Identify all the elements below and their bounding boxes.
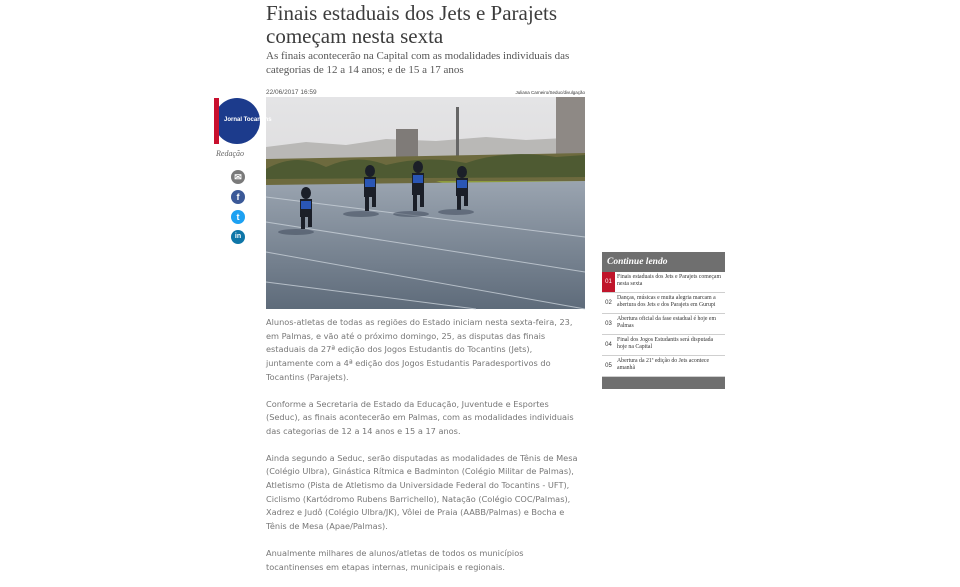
email-icon: ✉ [234,172,242,182]
facebook-icon: f [236,192,240,202]
author-logo[interactable] [214,98,272,144]
running-track-image [266,97,585,309]
article-paragraph: Alunos-atletas de todas as regiões do Estado iniciam nesta sexta-feira, 23, em Palmas, e vão até o próximo domingo, 25, as disputas das finais estaduais da 27ª edição dos Jogos Estudantis do Tocantins (Jets), juntamente com a 4ª edição dos Jogos Estudantis Paradesportivos do Tocantins (Parajets). [266,317,573,382]
facebook-share-button[interactable] [231,190,245,204]
author-name: Redação [216,149,244,158]
continue-reading-heading: Continue lendo [602,252,725,272]
linkedin-icon: in [234,233,242,240]
twitter-share-button[interactable] [231,210,245,224]
photo-credit: Juliana Carneiro/Seduc/divulgação [515,90,585,95]
continue-reading-item[interactable] [602,272,725,293]
article-body [266,316,578,587]
item-title[interactable]: Danças, músicas e muita alegria marcam a abertura dos Jets e dos Parajets em Gurupi [617,295,716,308]
item-number: 05 [605,363,612,369]
item-number: 03 [605,321,612,327]
article-paragraph: Anualmente milhares de alunos/atletas de todos os municípios tocantinenses em etapas internas, municipais e regionais. [266,547,524,572]
logo-stripe [214,98,219,144]
article-title: Finais estaduais dos Jets e Parajets começam nesta sexta [266,1,558,48]
item-title[interactable]: Final dos Jogos Estudantis será disputada hoje na Capital [617,337,714,350]
item-number: 04 [605,342,612,348]
item-title[interactable]: Finais estaduais dos Jets e Parajets começam nesta sexta [617,274,721,287]
continue-reading-footer [602,377,725,389]
item-number: 02 [605,300,612,306]
item-number: 01 [602,272,615,292]
continue-reading-item[interactable] [602,314,725,335]
article-paragraph: Ainda segundo a Seduc, serão disputadas as modalidades de Tênis de Mesa (Colégio Ulbra), Ginástica Rítmica e Badminton (Colégio Militar de Palmas), Atletismo (Pista de Atletismo da Universidade Federal do Tocantins - UFT), Ciclismo (Kartódromo Rubens Barrichello), Natação (Colégio COC/Palmas), Xadrez e Judô (Colégio Ulbra/JK), Vôlei de Praia (AABB/Palmas) e Bocha e Tênis de Mesa (Apae/Palmas). [266,452,578,532]
twitter-icon: t [236,212,240,222]
email-share-button[interactable] [231,170,245,184]
item-title[interactable]: Abertura oficial da fase estadual é hoje em Palmas [617,316,716,329]
article-date: 22/06/2017 16:59 [266,89,317,96]
article-paragraph: Conforme a Secretaria de Estado da Educação, Juventude e Esportes (Seduc), as finais acontecerão em Palmas, com as modalidades individuais das categorias de 12 a 14 anos e 15 a 17 anos. [266,398,574,436]
continue-reading-item[interactable] [602,356,725,377]
linkedin-share-button[interactable] [231,230,245,244]
continue-reading-item[interactable] [602,335,725,356]
continue-reading-item[interactable] [602,293,725,314]
logo-text: Jornal Tocantins [224,117,272,123]
article-subtitle: As finais acontecerão na Capital com as modalidades individuais das categorias de 12 a 14 anos; e de 15 a 17 anos [266,50,570,76]
article-photo [266,97,585,309]
item-title[interactable]: Abertura da 21ª edição do Jets acontece amanhã [617,358,710,371]
continue-reading-panel [602,252,725,389]
